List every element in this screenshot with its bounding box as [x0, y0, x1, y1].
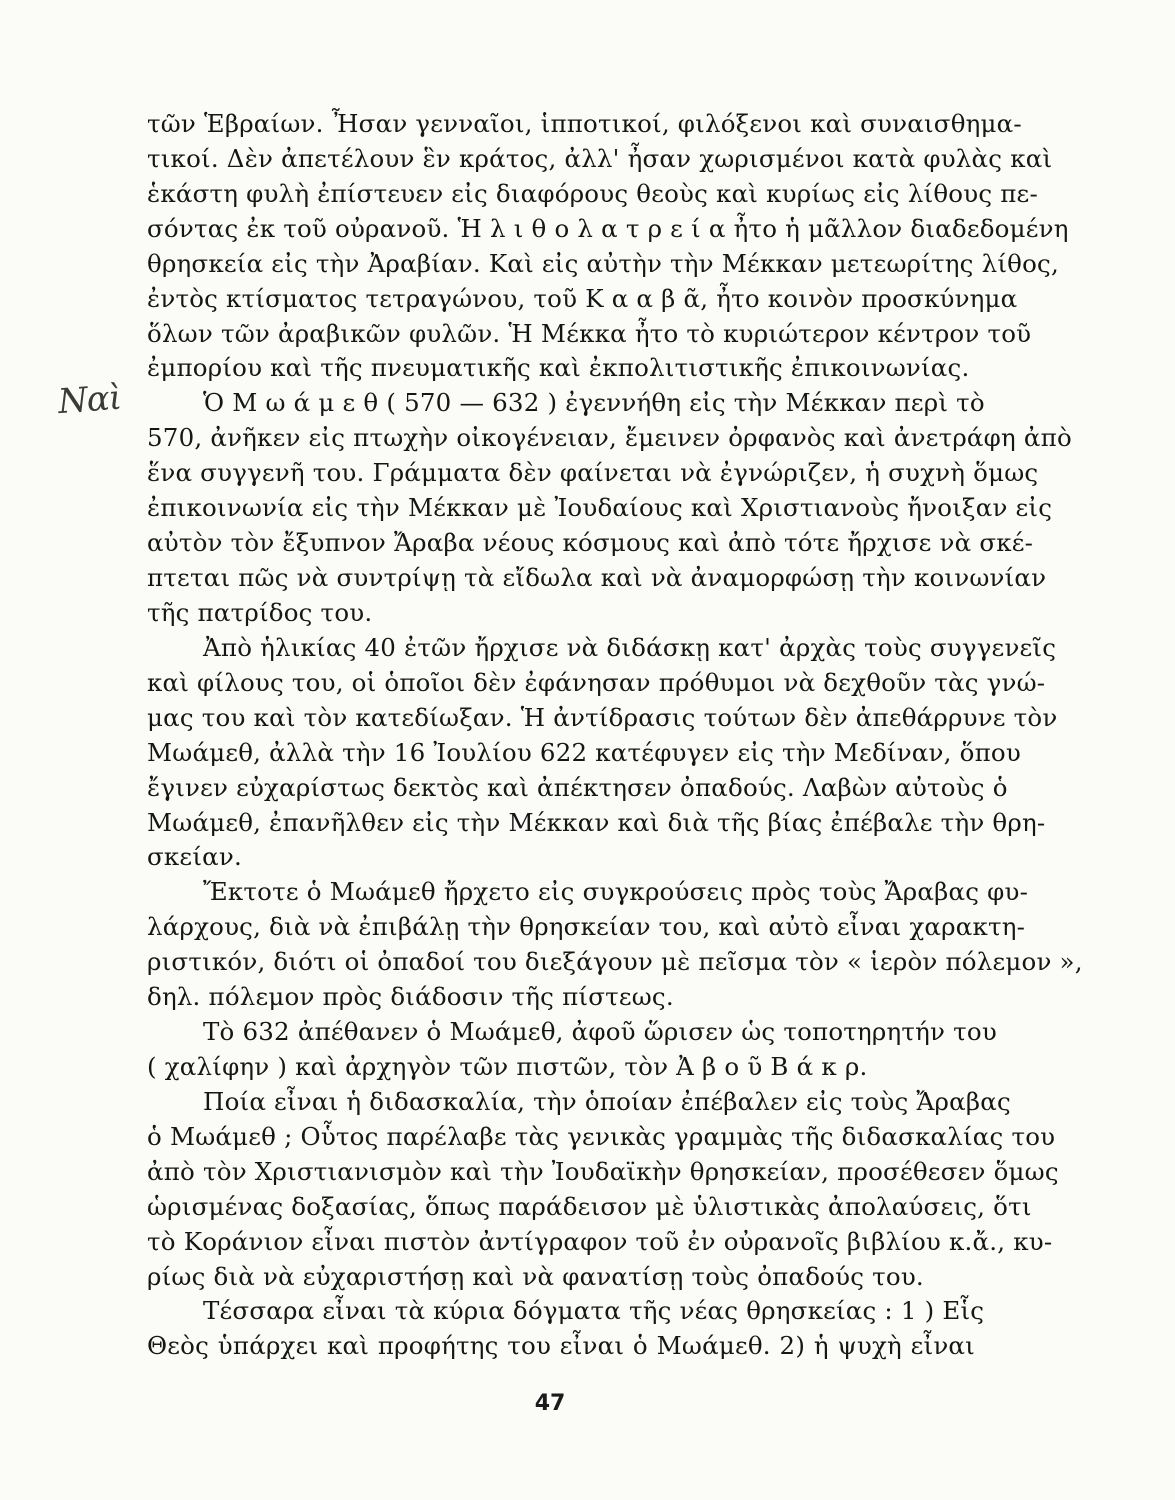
handwritten-margin-note: Ναὶ — [56, 377, 123, 423]
text-line: ἀπὸ τὸν Χριστιανισμὸν καὶ τὴν Ἰουδαϊκὴν θρησκείαν, προσέθεσεν ὅμως — [147, 1157, 1059, 1186]
text-line: μας του καὶ τὸν κατεδίωξαν. Ἡ ἀντίδρασις τούτων δὲν ἀπεθάρρυνε τὸν — [147, 703, 1058, 732]
text-line: ἐπικοινωνία εἰς τὴν Μέκκαν μὲ Ἰουδαίους καὶ Χριστιανοὺς ἤνοιξαν εἰς — [147, 493, 1053, 522]
text-line: πτεται πῶς νὰ συντρίψῃ τὰ εἴδωλα καὶ νὰ ἀναμορφώσῃ τὴν κοινωνίαν — [147, 563, 1047, 592]
text-line: λάρχους, διὰ νὰ ἐπιβάλῃ τὴν θρησκείαν του, καὶ αὐτὸ εἶναι χαρακτη- — [147, 912, 1026, 941]
text-line: ( χαλίφην ) καὶ ἀρχηγὸν τῶν πιστῶν, τὸν Ἀ β ο ῦ Β ά κ ρ. — [147, 1052, 868, 1081]
text-line: ἕνα συγγενῆ του. Γράμματα δὲν φαίνεται νὰ ἐγνώριζεν, ἡ συχνὴ ὅμως — [147, 458, 1039, 487]
text-line: σόντας ἐκ τοῦ οὐρανοῦ. Ἡ λ ι θ ο λ α τ ρ ε ί α ἦτο ἡ μᾶλλον διαδεδομένη — [147, 214, 1069, 243]
text-line: θρησκεία εἰς τὴν Ἀραβίαν. Καὶ εἰς αὐτὴν τὴν Μέκκαν μετεωρίτης λίθος, — [147, 249, 1059, 278]
text-line: Ἔκτοτε ὁ Μωάμεθ ἤρχετο εἰς συγκρούσεις πρὸς τοὺς Ἄραβας φυ- — [203, 877, 1029, 906]
text-line: Ποία εἶναι ἡ διδασκαλία, τὴν ὁποίαν ἐπέβαλεν εἰς τοὺς Ἄραβας — [203, 1087, 1011, 1116]
text-line: τὸ Κοράνιον εἶναι πιστὸν ἀντίγραφον τοῦ ἐν οὐρανοῖς βιβλίου κ.ἄ., κυ- — [147, 1227, 1053, 1256]
text-line: ὁ Μωάμεθ ; Οὗτος παρέλαβε τὰς γενικὰς γραμμὰς τῆς διδασκαλίας του — [147, 1122, 1056, 1151]
text-line: τικοί. Δὲν ἀπετέλουν ἓν κράτος, ἀλλ' ἦσαν χωρισμένοι κατὰ φυλὰς καὶ — [147, 144, 1053, 173]
text-line: ὅλων τῶν ἀραβικῶν φυλῶν. Ἡ Μέκκα ἦτο τὸ κυριώτερον κέντρον τοῦ — [147, 319, 1032, 348]
text-line: ριστικόν, διότι οἱ ὀπαδοί του διεξάγουν μὲ πεῖσμα τὸν « ἱερὸν πόλεμον », — [147, 947, 1083, 976]
text-line: Θεὸς ὑπάρχει καὶ προφήτης του εἶναι ὁ Μωάμεθ. 2) ἡ ψυχὴ εἶναι — [147, 1331, 975, 1360]
text-line: Ὁ Μ ω ά μ ε θ ( 570 — 632 ) ἐγεννήθη εἰς τὴν Μέκκαν περὶ τὸ — [203, 388, 985, 417]
text-line: αὐτὸν τὸν ἔξυπνον Ἄραβα νέους κόσμους καὶ ἀπὸ τότε ἤρχισε νὰ σκέ- — [147, 528, 1034, 557]
text-line: τῆς πατρίδος του. — [147, 598, 373, 627]
text-line: Τέσσαρα εἶναι τὰ κύρια δόγματα τῆς νέας θρησκείας : 1 ) Εἷς — [203, 1296, 985, 1325]
text-line: 570, ἀνῆκεν εἰς πτωχὴν οἰκογένειαν, ἔμεινεν ὀρφανὸς καὶ ἀνετράφη ἀπὸ — [147, 423, 1072, 452]
text-line: δηλ. πόλεμον πρὸς διάδοσιν τῆς πίστεως. — [147, 982, 674, 1011]
text-line: ἐμπορίου καὶ τῆς πνευματικῆς καὶ ἐκπολιτιστικῆς ἐπικοινωνίας. — [147, 353, 970, 382]
text-line: σκείαν. — [147, 842, 242, 871]
text-line: Ἀπὸ ἡλικίας 40 ἐτῶν ἤρχισε νὰ διδάσκῃ κατ' ἀρχὰς τοὺς συγγενεῖς — [203, 633, 1057, 662]
text-line: Τὸ 632 ἀπέθανεν ὁ Μωάμεθ, ἀφοῦ ὥρισεν ὡς τοποτηρητήν του — [203, 1017, 997, 1046]
text-line: ρίως διὰ νὰ εὐχαριστήσῃ καὶ νὰ φανατίσῃ τοὺς ὀπαδούς του. — [147, 1262, 924, 1291]
text-line: ἐντὸς κτίσματος τετραγώνου, τοῦ Κ α α β ᾶ, ἦτο κοινὸν προσκύνημα — [147, 284, 1018, 313]
text-line: ὡρισμένας δοξασίας, ὅπως παράδεισον μὲ ὑλιστικὰς ἀπολαύσεις, ὅτι — [147, 1192, 1032, 1221]
text-line: Μωάμεθ, ἀλλὰ τὴν 16 Ἰουλίου 622 κατέφυγεν εἰς τὴν Μεδίναν, ὅπου — [147, 738, 1021, 767]
text-line: Μωάμεθ, ἐπανῆλθεν εἰς τὴν Μέκκαν καὶ διὰ τῆς βίας ἐπέβαλε τὴν θρη- — [147, 808, 1046, 837]
text-line: ἑκάστη φυλὴ ἐπίστευεν εἰς διαφόρους θεοὺς καὶ κυρίως εἰς λίθους πε- — [147, 179, 1038, 208]
text-line: καὶ φίλους του, οἱ ὁποῖοι δὲν ἐφάνησαν πρόθυμοι νὰ δεχθοῦν τὰς γνώ- — [147, 668, 1046, 697]
text-line: τῶν Ἑβραίων. Ἦσαν γενναῖοι, ἱπποτικοί, φιλόξενοι καὶ συναισθημα- — [147, 109, 1022, 138]
text-line: ἔγινεν εὐχαρίστως δεκτὸς καὶ ἀπέκτησεν ὀπαδούς. Λαβὼν αὐτοὺς ὁ — [147, 773, 1008, 802]
page-number: 47 — [534, 1391, 566, 1416]
